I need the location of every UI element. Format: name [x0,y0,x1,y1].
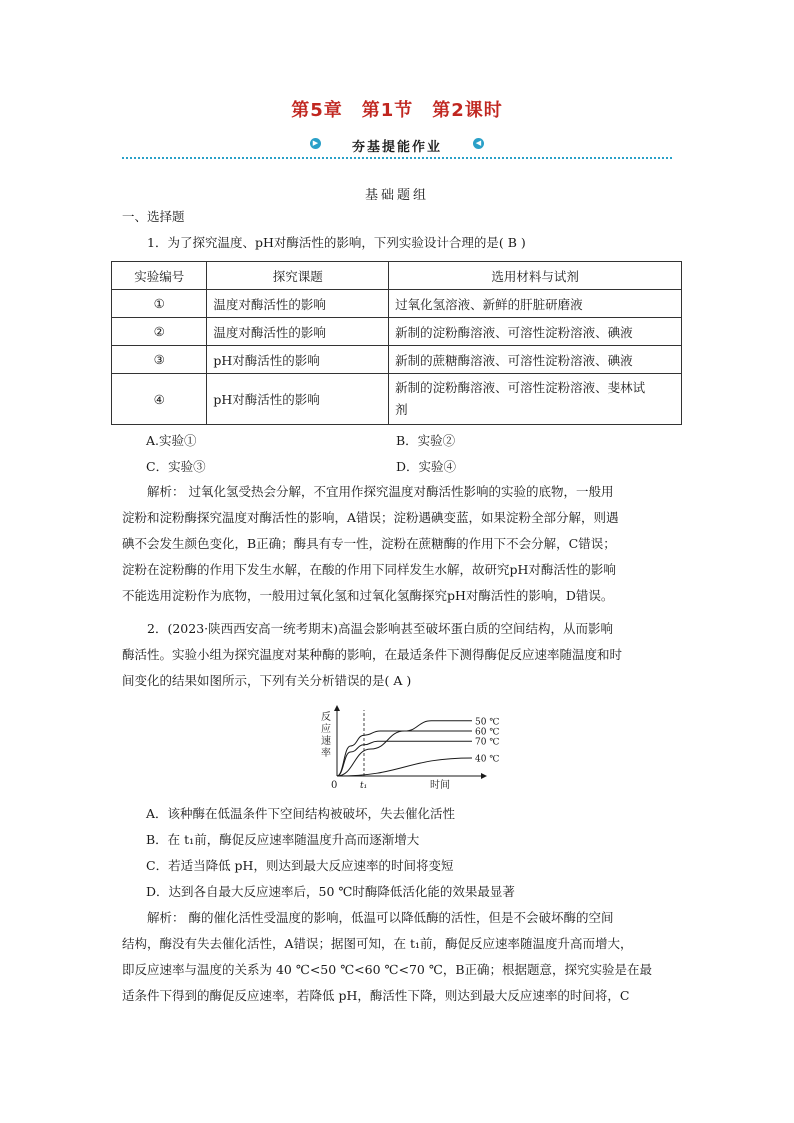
question-type: 一、选择题 [122,209,185,224]
table-header-row [112,262,682,290]
series-line [337,758,472,776]
table-header-cell: 选用材料与试剂 [389,262,682,290]
banner-label: 夯基提能作业 [351,140,442,155]
y-axis-label-char: 速 [321,736,331,747]
table-cell: pH对酶活性的影响 [207,374,389,425]
enzyme-rate-chart [312,704,512,794]
q1-option-d: D．实验④ [396,459,457,474]
t1-label: t₁ [360,781,368,791]
q1-analysis-line: 淀粉和淀粉酶探究温度对酶活性的影响，A错误；淀粉遇碘变蓝，如果淀粉全部分解，则遇 [122,510,619,525]
series-label: 50 ℃ [475,717,500,728]
table-cell: 新制的蔗糖酶溶液、可溶性淀粉溶液、碘液 [389,346,682,374]
q1-option-a: A.实验① [146,433,197,448]
y-axis-label-char: 率 [321,748,331,759]
q2-stem-line: 间变化的结果如图所示，下列有关分析错误的是( A ) [122,673,412,688]
q1-analysis-line: 碘不会发生颜色变化，B正确；酶具有专一性，淀粉在蔗糖酶的作用下不会分解，C错误； [122,536,616,551]
series-label: 70 ℃ [475,737,500,748]
y-axis-label [321,710,331,759]
table-header-cell: 探究课题 [207,262,389,290]
series-line [337,731,472,776]
table-cell: 新制的淀粉酶溶液、可溶性淀粉溶液、碘液 [389,318,682,346]
table-header-cell: 实验编号 [112,262,207,290]
table-cell: ① [112,290,207,318]
chapter-title: 第5章 第1节 第2课时 [291,100,503,121]
q2-analysis-line: 即反应速率与温度的关系为 40 ℃<50 ℃<60 ℃<70 ℃，B正确；根据题意，探究实验是在最 [122,962,653,977]
banner-dotted-line [122,157,672,159]
experiment-table [111,261,682,425]
q1-option-b: B．实验② [396,433,456,448]
origin-label: 0 [331,780,338,791]
series-label: 40 ℃ [475,754,500,765]
section-banner [122,136,672,160]
q2-analysis-line: 解析： 酶的催化活性受温度的影响，低温可以降低酶的活性，但是不会破坏酶的空间 [147,910,614,925]
y-axis-label-char: 应 [321,724,331,735]
arrow-left-icon: ◀ [473,138,484,149]
q1-analysis-line: 不能选用淀粉作为底物，一般用过氧化氢和过氧化氢酶探究pH对酶活性的影响，D错误。 [122,588,614,603]
q1-analysis-line: 解析： 过氧化氢受热会分解，不宜用作探究温度对酶活性影响的实验的底物，一般用 [147,484,614,499]
series-label: 60 ℃ [475,727,500,738]
x-axis-label: 时间 [430,780,450,791]
table-cell: ② [112,318,207,346]
q1-option-c: C．实验③ [146,459,206,474]
table-cell: 过氧化氢溶液、新鲜的肝脏研磨液 [389,290,682,318]
group-title: 基础题组 [364,188,429,203]
table-cell: pH对酶活性的影响 [207,346,389,374]
table-cell-line: 剂 [395,402,408,417]
q2-stem-line: 2．(2023·陕西西安高一统考期末)高温会影响甚至破坏蛋白质的空间结构，从而影响 [147,621,613,636]
q2-option-a: A．该种酶在低温条件下空间结构被破坏，失去催化活性 [146,806,456,821]
series-group [337,717,499,776]
table-cell: ④ [112,374,207,425]
table-row [112,346,682,374]
table-cell: 温度对酶活性的影响 [207,290,389,318]
q2-analysis-line: 结构，酶没有失去催化活性，A错误；据图可知，在 t₁前，酶促反应速率随温度升高而增大， [122,936,633,951]
table-cell: ③ [112,346,207,374]
y-axis-label-char: 反 [321,712,331,723]
table-row [112,290,682,318]
q2-option-c: C．若适当降低 pH，则达到最大反应速率的时间将变短 [146,858,454,873]
q2-option-d: D．达到各自最大反应速率后，50 ℃时酶降低活化能的效果最显著 [146,884,515,899]
q2-stem-line: 酶活性。实验小组为探究温度对某种酶的影响，在最适条件下测得酶促反应速率随温度和时 [122,647,623,662]
table-cell [389,374,682,425]
table-row [112,318,682,346]
arrow-right-icon: ▶ [310,138,321,149]
table-cell-line: 新制的淀粉酶溶液、可溶性淀粉溶液、斐林试 [395,380,646,395]
q1-stem: 1．为了探究温度、pH对酶活性的影响，下列实验设计合理的是( B ) [147,235,526,250]
q1-analysis-line: 淀粉在淀粉酶的作用下发生水解，在酸的作用下同样发生水解，故研究pH对酶活性的影响 [122,562,616,577]
table-row [112,374,682,425]
q2-option-b: B．在 t₁前，酶促反应速率随温度升高而逐渐增大 [146,832,420,847]
table-cell: 温度对酶活性的影响 [207,318,389,346]
q2-analysis-line: 适条件下得到的酶促反应速率，若降低 pH，酶活性下降，则达到最大反应速率的时间将，C [122,988,630,1003]
